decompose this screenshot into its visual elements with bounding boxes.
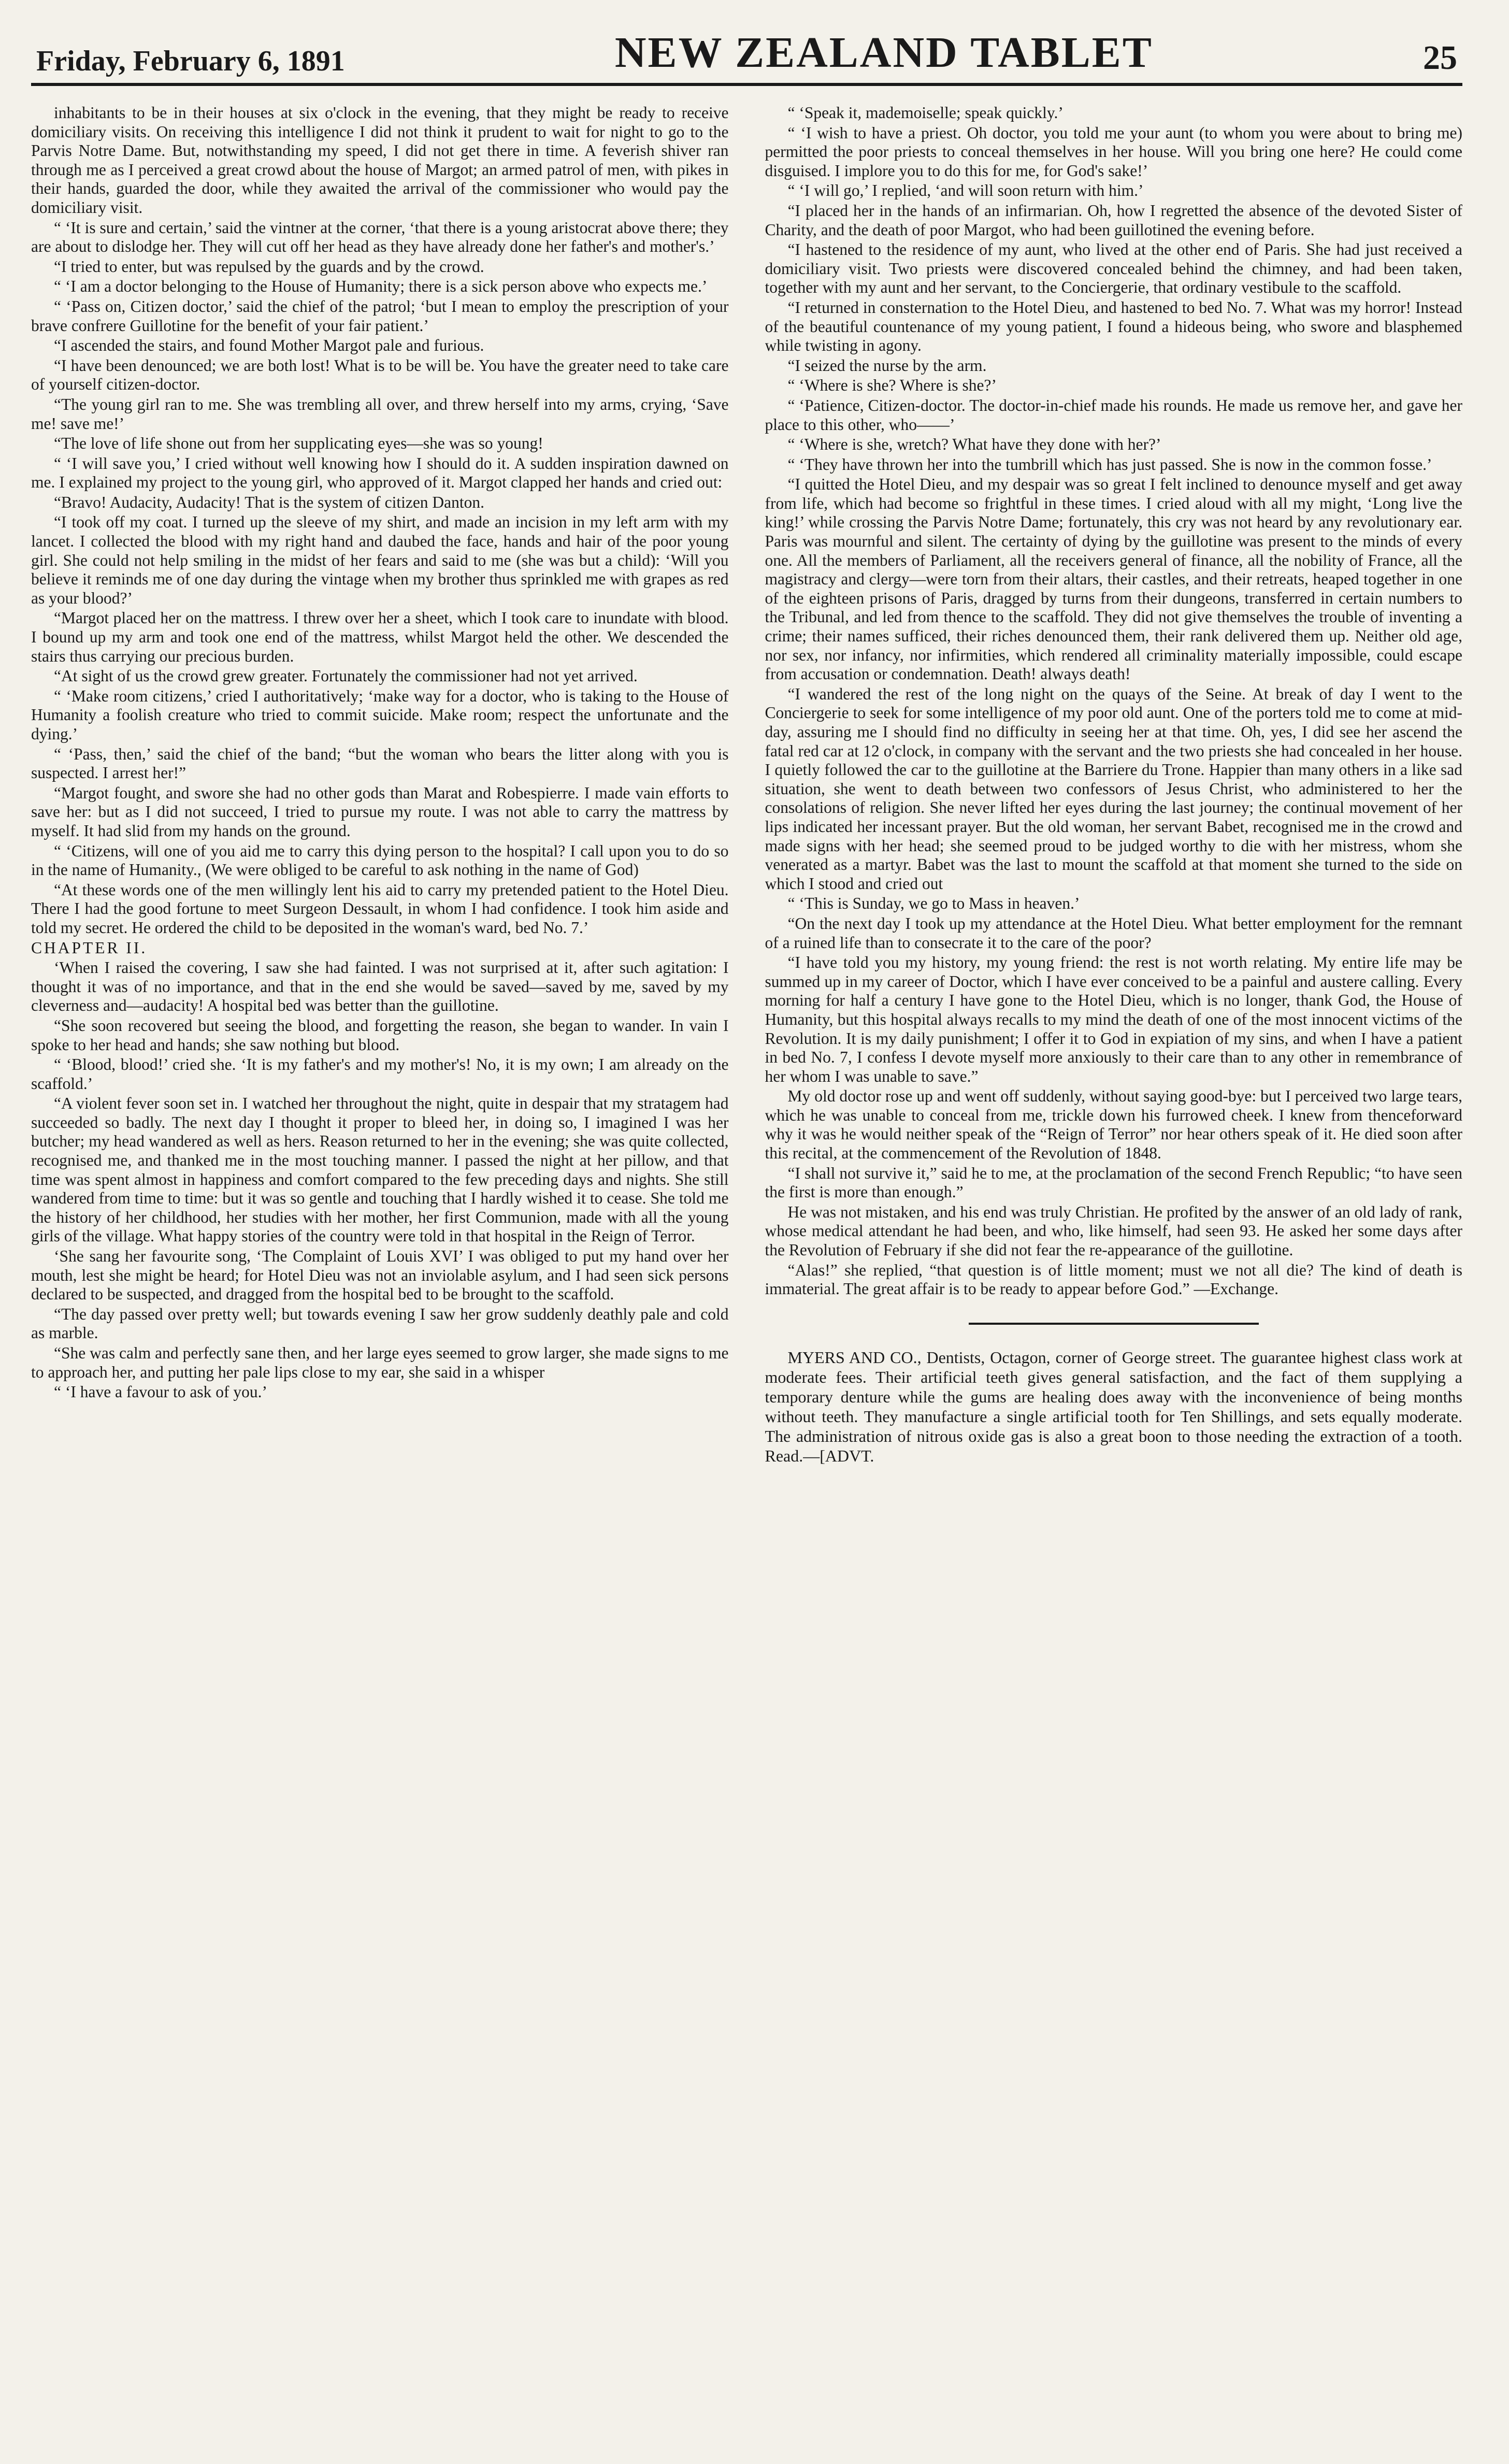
paragraph: “ ‘Patience, Citizen-doctor. The doctor-in-chief made his rounds. He made us remove her, and gave her place to this other, who——’	[765, 396, 1462, 434]
paragraph: “Margot fought, and swore she had no other gods than Marat and Robespierre. I made vain efforts to save her: but as I did not succeed, I tried to pursue my route. I was not able to carry the mattress by myself. It had slid from my hands on the ground.	[31, 783, 729, 840]
paragraph: “Alas!” she replied, “that question is of little moment; must we not all die? The kind of death is immaterial. The great affair is to be ready to appear before God.” —Exchange.	[765, 1260, 1462, 1298]
paragraph: “I have been denounced; we are both lost! What is to be will be. You have the greater need to take care of yourself citizen-doctor.	[31, 356, 729, 394]
paragraph: “ ‘I will save you,’ I cried without well knowing how I should do it. A sudden inspiration dawned on me. I explained my project to the young girl, who approved of it. Margot clapped her hands and cried out:	[31, 454, 729, 492]
paragraph: “Bravo! Audacity, Audacity! That is the system of citizen Danton.	[54, 493, 485, 511]
paragraph: inhabitants to be in their houses at six o'clock in the evening, that they might be ready to receive domiciliary visits. On receiving this intelligence I did not think it prudent to wait for night to go to the Parvis Notre Dame. But, notwithstanding my speed, I did not get there in time. A feverish shiver ran through me as I perceived a great crowd about the house of Margot; an armed patrol of men, with pikes in their hands, guarded the door, while they awaited the arrival of the commissioner who would pay the domiciliary visit.	[31, 104, 729, 217]
chapter-text	[31, 958, 729, 1402]
paragraph: “ ‘Where is she? Where is she?’	[787, 376, 997, 395]
paragraph: He was not mistaken, and his end was truly Christian. He profited by the answer of an old lady of rank, whose medical attendant he had been, and who, like himself, had seen 93. He asked her some days after the Revolution of February if she did not fear the re-appearance of the guillotine.	[765, 1202, 1462, 1259]
paragraph: “ ‘I have a favour to ask of you.’	[54, 1383, 267, 1401]
paragraph: “I seized the nurse by the arm.	[787, 356, 987, 375]
paragraph: “The young girl ran to me. She was trembling all over, and threw herself into my arms, crying, ‘Save me! save me!’	[31, 395, 729, 433]
paragraph: “She soon recovered but seeing the blood, and forgetting the reason, she began to wander. In vain I spoke to her head and hands; she saw nothing but blood.	[31, 1016, 729, 1054]
right-column	[765, 104, 1463, 1467]
paragraph: “ ‘Make room citizens,’ cried I authoritatively; ‘make way for a doctor, who is taking to the House of Humanity a foolish creature who tried to commit suicide. Make room; respect the unfortunate and the dying.’	[31, 686, 729, 743]
paragraph: “ ‘Pass, then,’ said the chief of the band; “but the woman who bears the litter along with you is suspected. I arrest her!”	[31, 744, 729, 782]
paragraph: “ ‘Pass on, Citizen doctor,’ said the chief of the patrol; ‘but I mean to employ the prescription of your brave confrere Guillotine for the benefit of your fair patient.’	[31, 297, 729, 335]
paragraph: “She was calm and perfectly sane then, and her large eyes seemed to grow larger, she made signs to me to approach her, and putting her pale lips close to my ear, she said in a whisper	[31, 1344, 729, 1381]
left-column	[31, 104, 729, 1467]
paragraph: “On the next day I took up my attendance at the Hotel Dieu. What better employment for the remnant of a ruined life than to consecrate it to the care of the poor?	[765, 914, 1462, 952]
paragraph: ‘She sang her favourite song, ‘The Complaint of Louis XVI’ I was obliged to put my hand over her mouth, lest she might be heard; for Hotel Dieu was not an inviolable asylum, and I had seen sick persons declared to be suspected, and dragged from the hospital bed to be brought to the scaffold.	[31, 1247, 729, 1303]
paragraph: “I returned in consternation to the Hotel Dieu, and hastened to bed No. 7. What was my horror! Instead of the beautiful countenance of my young patient, I found a hideous being, who swore and blasphemed while twisting in agony.	[765, 298, 1462, 355]
masthead	[31, 21, 1462, 86]
paragraph: “ ‘Speak it, mademoiselle; speak quickly.’	[787, 104, 1064, 122]
left-column-text	[31, 104, 729, 938]
paragraph: My old doctor rose up and went off suddenly, without saying good-bye: but I perceived two large tears, which he was unable to conceal from me, trickle down his furrowed cheek. I knew from thenceforward why it was he would neither speak of the “Reign of Terror” nor hear others speak of it. He died soon after this recital, at the commencement of the Revolution of 1848.	[765, 1087, 1462, 1163]
paragraph: “I placed her in the hands of an infirmarian. Oh, how I regretted the absence of the devoted Sister of Charity, and the death of poor Margot, who had been guillotined the evening before.	[765, 201, 1462, 239]
paragraph: “ ‘I will go,’ I replied, ‘and will soon return with him.’	[787, 181, 1144, 200]
issue-date: Friday, February 6, 1891	[36, 45, 345, 77]
paragraph: “I tried to enter, but was repulsed by the guards and by the crowd.	[54, 257, 484, 276]
paragraph: “The love of life shone out from her supplicating eyes—she was so young!	[54, 434, 543, 453]
paragraph: “I wandered the rest of the long night on the quays of the Seine. At break of day I went to the Conciergerie to seek for some intelligence of my poor old aunt. One of the porters told me to come at mid-day, assuring me I should find no difficulty in seeing her at that time. Oh, yes, I did see her ascend the fatal red car at 12 o'clock, in company with the servant and the two priests she had concealed in her house. I quietly followed the car to the guillotine at the Barriere du Trone. Happier than many others in a like sad situation, she went to death between two confessors of Jesus Christ, who administered to her the consolations of religion. She never lifted her eyes during the last journey; the continual movement of her lips indicated her incessant prayer. But the old woman, her servant Babet, recognised me in the crowd and made signs with her head; she seemed proud to be judged worthy to die with her mistress, whom she venerated as a martyr. Babet was the last to mount the scaffold at that moment she turned to the side on which I stood and cried out	[765, 684, 1462, 893]
chapter-heading: CHAPTER II.	[31, 938, 148, 957]
paragraph: “At these words one of the men willingly lent his aid to carry my pretended patient to the Hotel Dieu. There I had the good fortune to meet Surgeon Dessault, in whom I had confidence. I took him aside and told my secret. He ordered the child to be deposited in the woman's ward, bed No. 7.’	[31, 880, 729, 937]
paragraph: “A violent fever soon set in. I watched her throughout the night, quite in despair that my stratagem had succeeded so badly. The next day I thought it proper to bleed her, in doing so, I imagined I was her butcher; my head wandered as well as hers. Reason returned to her in the evening; she was quite collected, recognised me, and thanked me in the most touching manner. I passed the night at her pillow, and that time was spent almost in happiness and comfort compared to the few preceding days and nights. She still wandered from time to time: but it was so gentle and touching that I hardly wished it to cease. She told me the history of her childhood, her studies with her mother, her first Communion, made with all the young girls of the village. What happy stories of the country were told in that hospital in the Reign of Terror.	[31, 1094, 729, 1245]
paragraph: ‘When I raised the covering, I saw she had fainted. I was not surprised at it, after such agitation: I thought it was of no importance, and that in the end she would be saved—saved by me, saved by my cleverness and—audacity! A hospital bed was better than the guillotine.	[31, 958, 729, 1015]
newspaper-title: NEW ZEALAND TABLET	[614, 28, 1153, 77]
dentist-advertisement	[765, 1348, 1463, 1466]
divider	[969, 1323, 1259, 1325]
paragraph: “At sight of us the crowd grew greater. Fortunately the commissioner had not yet arrived.	[54, 667, 638, 685]
columns	[31, 104, 1462, 1467]
paragraph: “I ascended the stairs, and found Mother Margot pale and furious.	[54, 336, 484, 355]
paragraph: “I have told you my history, my young friend: the rest is not worth relating. My entire life may be summed up in my career of Doctor, which I have ever conceived to be a painful and austere calling. Every morning for half a century I have gone to the Hotel Dieu, which is no longer, thank God, the House of Humanity, but this hospital always recalls to my mind the death of one of the most innocent victims of the Revolution. It is my daily punishment; I offer it to God in expiation of my sins, and when I have a patient in bed No. 7, I confess I devote myself more anxiously to their care than to any other in remembrance of her whom I was unable to save.”	[765, 953, 1462, 1085]
paragraph: “ ‘Citizens, will one of you aid me to carry this dying person to the hospital? I call upon you to do so in the name of Humanity., (We were obliged to be careful to ask nothing in the name of God)	[31, 841, 729, 879]
paragraph: “I hastened to the residence of my aunt, who lived at the other end of Paris. She had just received a domiciliary visit. Two priests were discovered concealed behind the chimney, and had been taken, together with my aunt and her servant, to the Conciergerie, that ordinary vestibule to the scaffold.	[765, 240, 1462, 297]
paragraph: “ ‘Where is she, wretch? What have they done with her?’	[787, 435, 1161, 454]
advert-text: MYERS AND CO., Dentists, Octagon, corner of George street. The guarantee highest class work at moderate fees. Their artificial teeth gives general satisfaction, and the fact of them supplying a temporary denture while the gums are healing does away with the inconvenience of being months without teeth. They manufacture a single artificial tooth for Ten Shillings, and sets equally moderate. The administration of nitrous oxide gas is also a great boon to those needing the extraction of a tooth. Read.—[ADVT.	[765, 1348, 1462, 1465]
paragraph: “ ‘I wish to have a priest. Oh doctor, you told me your aunt (to whom you were about to bring me) permitted the poor priests to conceal themselves in her house. Will you bring one here? He could come disguised. I implore you to do this for me, for God's sake!’	[765, 123, 1462, 180]
paragraph: “Margot placed her on the mattress. I threw over her a sheet, which I took care to inundate with blood. I bound up my arm and took one end of the mattress, whilst Margot held the other. We descended the stairs thus carrying our precious burden.	[31, 609, 729, 665]
paragraph: “ ‘Blood, blood!’ cried she. ‘It is my father's and my mother's! No, it is my own; I am already on the scaffold.’	[31, 1055, 729, 1093]
page-number: 25	[1422, 39, 1457, 77]
paragraph: “I quitted the Hotel Dieu, and my despair was so great I felt inclined to denounce myself and get away from life, which had become so frightful in these times. I cried aloud with all my might, ‘Long live the king!’ while crossing the Parvis Notre Dame; fortunately, this cry was not heard by any revolutionary ear. Paris was mournful and silent. The certainty of dying by the guillotine was present to the minds of every one. All the members of Parliament, all the receivers general of finance, all the nobility of France, all the magistracy and clergy—were torn from their altars, their castles, and their retreats, heaped together in one of the eighteen prisons of Paris, dragged by turns from their dungeons, transferred in certain numbers to the Tribunal, and led from thence to the scaffold. They did not give themselves the trouble of inventing a crime; their names sufficed, their riches denounced them, their rank delivered them up. Neither old age, nor sex, nor infancy, nor infirmities, which rendered all criminality materially impossible, could escape from accusation or condemnation. Death! always death!	[765, 475, 1462, 683]
right-column-text	[765, 104, 1463, 1299]
paragraph: “I took off my coat. I turned up the sleeve of my shirt, and made an incision in my left arm with my lancet. I collected the blood with my right hand and daubed the face, hands and hair of the poor young girl. She could not help smiling in the midst of her fears and said to me (she was but a child): ‘Will you believe it reminds me of one day during the vintage when my brother thus sprinkled me with grapes as red as your blood?’	[31, 513, 729, 607]
paragraph: “I shall not survive it,” said he to me, at the proclamation of the second French Republic; “to have seen the first is more than enough.”	[765, 1164, 1462, 1201]
paragraph: “ ‘They have thrown her into the tumbrill which has just passed. She is now in the common fosse.’	[787, 455, 1432, 474]
paragraph: “ ‘I am a doctor belonging to the House of Humanity; there is a sick person above who expects me.’	[54, 277, 708, 296]
paragraph: “ ‘This is Sunday, we go to Mass in heaven.’	[787, 894, 1080, 913]
paragraph: “ ‘It is sure and certain,’ said the vintner at the corner, ‘that there is a young aristocrat above there; they are about to dislodge her. They will cut off her head as they have already done her father's and mother's.’	[31, 218, 729, 256]
paragraph: “The day passed over pretty well; but towards evening I saw her grow suddenly deathly pale and cold as marble.	[31, 1305, 729, 1342]
